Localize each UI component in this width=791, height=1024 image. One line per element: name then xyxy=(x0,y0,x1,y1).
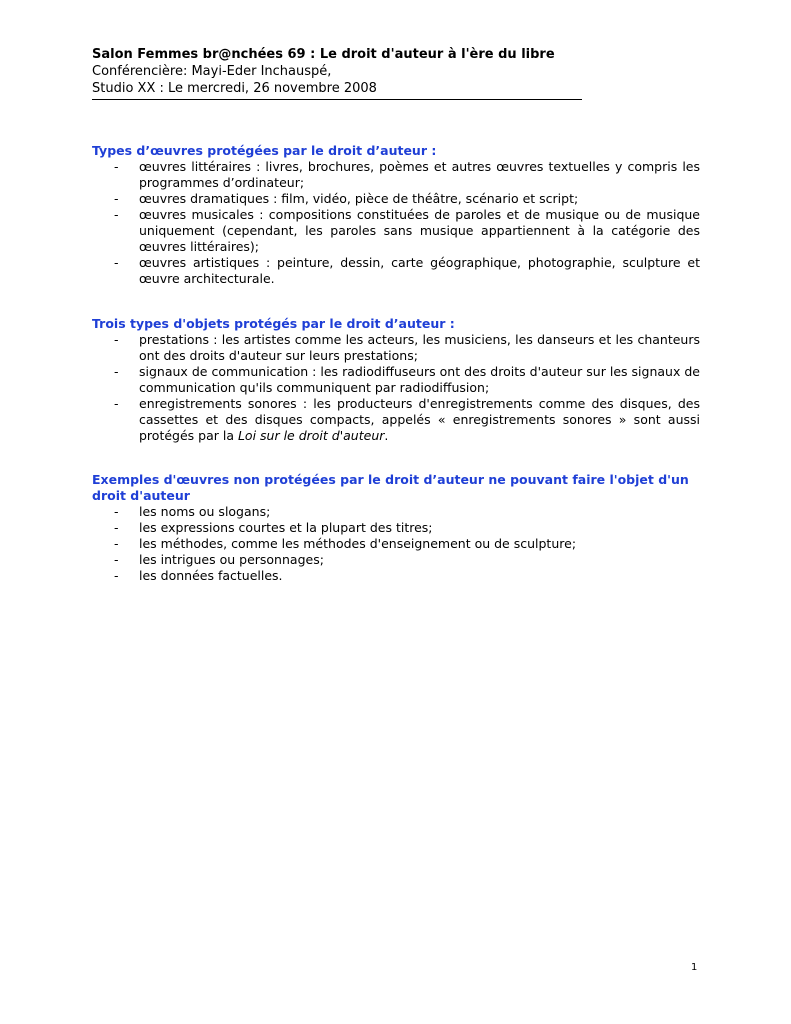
bullet-dash: - xyxy=(114,159,119,174)
list-item: - prestations : les artistes comme les acteurs, les musiciens, les danseurs et les chanteurs ont des droits d'auteur sur leurs prestations; xyxy=(114,332,700,363)
speaker-line: Conférencière: Mayi-Eder Inchauspé, xyxy=(92,64,332,79)
document-header xyxy=(92,46,712,100)
list-item: - œuvres dramatiques : film, vidéo, pièce de théâtre, scénario et script; xyxy=(114,191,579,206)
bullet-dash: - xyxy=(114,364,119,379)
bullet-dash: - xyxy=(114,396,119,411)
bullet-dash: - xyxy=(114,332,119,347)
section-protected-objects xyxy=(92,316,700,444)
list-item: - enregistrements sonores : les producteurs d'enregistrements comme des disques, des cassettes et des disques compacts, appelés « enregistrements sonores » sont aussi protégés par la Loi sur le droit d'auteur. xyxy=(114,396,700,443)
list-item: - les noms ou slogans; xyxy=(114,504,271,519)
bullet-list xyxy=(92,159,700,287)
list-item: - les données factuelles. xyxy=(114,568,283,583)
bullet-dash: - xyxy=(114,536,119,551)
header-divider xyxy=(92,99,582,100)
section-heading: Exemples d'œuvres non protégées par le droit d’auteur ne pouvant faire l'objet d'un droit d'auteur xyxy=(92,472,689,503)
list-item: - les intrigues ou personnages; xyxy=(114,552,324,567)
list-item: - œuvres littéraires : livres, brochures, poèmes et autres œuvres textuelles y compris les programmes d’ordinateur; xyxy=(114,159,700,190)
section-unprotected-works xyxy=(92,472,700,584)
bullet-dash: - xyxy=(114,552,119,567)
document-title: Salon Femmes br@nchées 69 : Le droit d'auteur à l'ère du libre xyxy=(92,47,555,62)
bullet-dash: - xyxy=(114,255,119,270)
list-item: - signaux de communication : les radiodiffuseurs ont des droits d'auteur sur les signaux de communication qu'ils communiquent par radiodiffusion; xyxy=(114,364,700,395)
list-item: - œuvres musicales : compositions constituées de paroles et de musique ou de musique uniquement (cependant, les paroles sans musique appartiennent à la catégorie des œuvres littéraires); xyxy=(114,207,700,254)
venue-date-line: Studio XX : Le mercredi, 26 novembre 2008 xyxy=(92,81,377,96)
bullet-list xyxy=(92,332,700,444)
bullet-dash: - xyxy=(114,504,119,519)
page-number: 1 xyxy=(691,962,698,973)
section-protected-works xyxy=(92,143,700,287)
list-item: - œuvres artistiques : peinture, dessin, carte géographique, photographie, sculpture et œuvre architecturale. xyxy=(114,255,700,286)
bullet-dash: - xyxy=(114,520,119,535)
bullet-dash: - xyxy=(114,207,119,222)
bullet-dash: - xyxy=(114,568,119,583)
bullet-dash: - xyxy=(114,191,119,206)
section-heading: Types d’œuvres protégées par le droit d’auteur : xyxy=(92,143,437,158)
list-item: - les expressions courtes et la plupart des titres; xyxy=(114,520,433,535)
section-heading: Trois types d'objets protégés par le droit d’auteur : xyxy=(92,316,455,331)
list-item: - les méthodes, comme les méthodes d'enseignement ou de sculpture; xyxy=(114,536,577,551)
bullet-list xyxy=(92,504,700,584)
law-title: Loi sur le droit d'auteur xyxy=(237,428,385,443)
